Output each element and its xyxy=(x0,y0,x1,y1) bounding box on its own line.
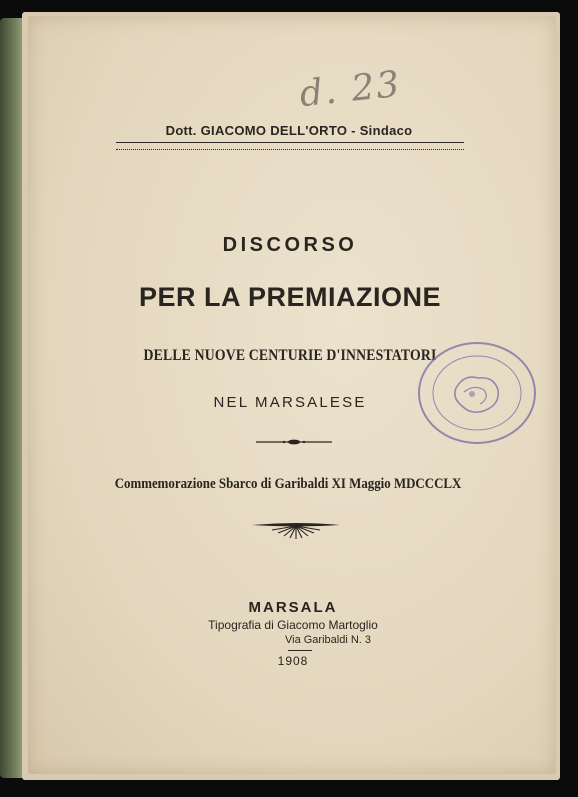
imprint-city: MARSALA xyxy=(248,599,338,616)
library-stamp xyxy=(414,338,540,448)
handwritten-shelf-mark: d. 23 xyxy=(297,63,404,116)
title-line-2: PER LA PREMIAZIONE xyxy=(138,282,442,312)
title-line-1: DISCORSO xyxy=(222,234,358,256)
imprint-address: Via Garibaldi N. 3 xyxy=(284,634,371,646)
imprint-year: 1908 xyxy=(277,654,309,668)
commemoration-line: Commemorazione Sbarco di Garibaldi XI Maggio MDCCCLX xyxy=(114,476,462,492)
line-ornament-divider xyxy=(254,436,334,448)
title-page xyxy=(28,16,556,774)
author-rule-divider xyxy=(116,142,464,150)
imprint-underline xyxy=(288,650,312,651)
title-line-4: NEL MARSALESE xyxy=(213,394,367,411)
author-line: Dott. GIACOMO DELL'ORTO - Sindaco xyxy=(165,123,413,138)
imprint-printer: Tipografia di Giacomo Martoglio xyxy=(208,618,378,632)
fan-ornament xyxy=(250,521,342,543)
title-line-3: DELLE NUOVE CENTURIE D'INNESTATORI xyxy=(143,347,437,364)
